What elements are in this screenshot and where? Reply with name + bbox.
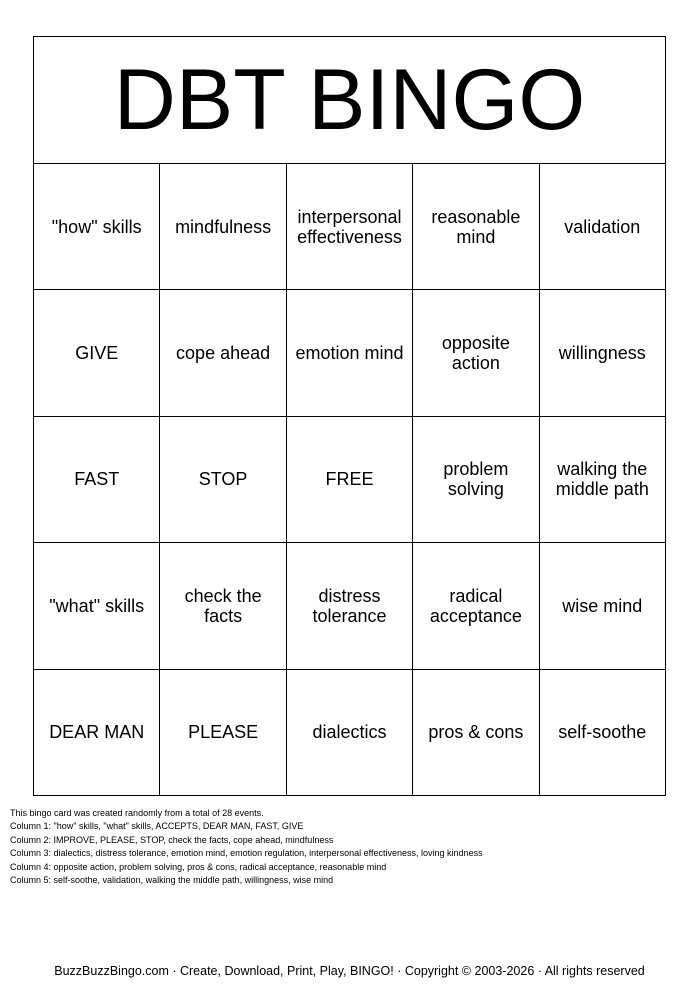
notes-column-4: Column 4: opposite action, problem solving, pros & cons, radical acceptance, reasonable mind xyxy=(10,861,387,872)
notes-summary: This bingo card was created randomly from a total of 28 events. xyxy=(10,808,264,818)
notes-column-2: Column 2: IMPROVE, PLEASE, STOP, check the facts, cope ahead, mindfulness xyxy=(10,834,334,845)
bingo-cell: reasonable mind xyxy=(413,164,539,290)
notes-column-3: Column 3: dialectics, distress tolerance, emotion mind, emotion regulation, interpersonal effectiveness, loving kindness xyxy=(10,848,483,859)
bingo-cell: cope ahead xyxy=(160,290,286,416)
bingo-cell: opposite action xyxy=(413,290,539,416)
bingo-cell: distress tolerance xyxy=(287,543,413,669)
page-footer: BuzzBuzzBingo.com · Create, Download, Print, Play, BINGO! · Copyright © 2003-2026 · All rights reserved xyxy=(54,964,645,978)
bingo-cell: STOP xyxy=(160,417,286,543)
card-notes xyxy=(10,807,690,887)
bingo-cell: willingness xyxy=(540,290,666,416)
bingo-cell: "how" skills xyxy=(34,164,160,290)
bingo-cell: emotion mind xyxy=(287,290,413,416)
bingo-cell: PLEASE xyxy=(160,670,286,796)
bingo-cell: radical acceptance xyxy=(413,543,539,669)
bingo-cell: dialectics xyxy=(287,670,413,796)
bingo-cell: "what" skills xyxy=(34,543,160,669)
bingo-cell: GIVE xyxy=(34,290,160,416)
bingo-cell: check the facts xyxy=(160,543,286,669)
bingo-cell: validation xyxy=(540,164,666,290)
bingo-cell: wise mind xyxy=(540,543,666,669)
bingo-cell: mindfulness xyxy=(160,164,286,290)
bingo-cell: pros & cons xyxy=(413,670,539,796)
bingo-grid xyxy=(34,164,666,796)
bingo-cell: interpersonal effectiveness xyxy=(287,164,413,290)
bingo-card xyxy=(33,36,666,796)
bingo-cell: DEAR MAN xyxy=(34,670,160,796)
bingo-cell: FAST xyxy=(34,417,160,543)
notes-column-1: Column 1: "how" skills, "what" skills, ACCEPTS, DEAR MAN, FAST, GIVE xyxy=(10,821,304,832)
bingo-cell: self-soothe xyxy=(540,670,666,796)
bingo-cell-free: FREE xyxy=(287,417,413,543)
bingo-cell: walking the middle path xyxy=(540,417,666,543)
bingo-cell: problem solving xyxy=(413,417,539,543)
card-title: DBT BINGO xyxy=(34,37,666,164)
notes-column-5: Column 5: self-soothe, validation, walking the middle path, willingness, wise mind xyxy=(10,875,334,886)
